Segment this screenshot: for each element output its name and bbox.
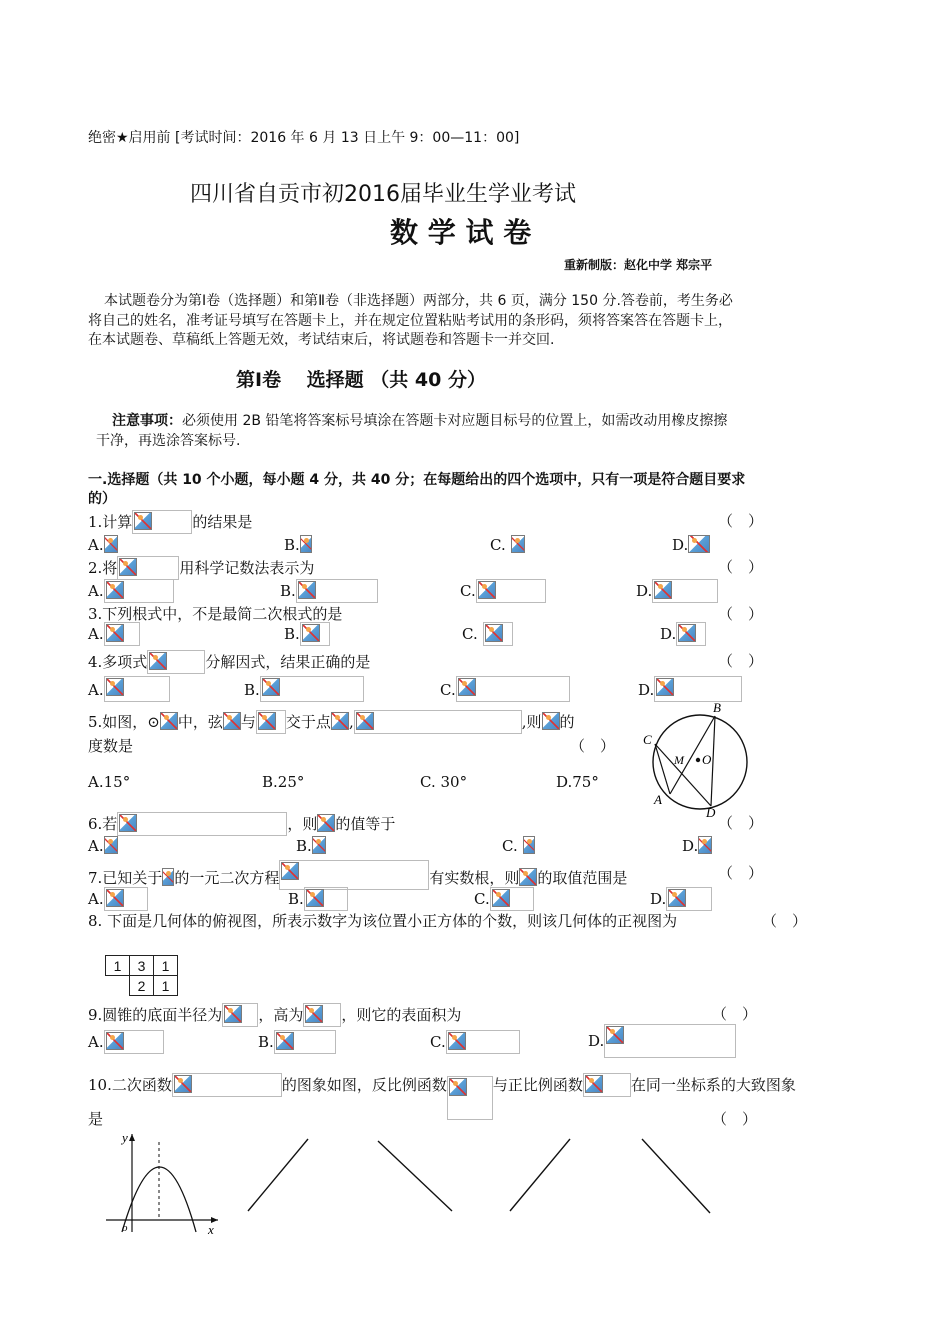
formula-box — [117, 812, 287, 836]
formula-box — [104, 1030, 164, 1054]
q1-option-b — [284, 535, 312, 554]
question-5 — [88, 710, 575, 734]
question-1 — [88, 510, 252, 534]
q6-option-b — [296, 836, 326, 855]
q7-text-b: 的一元二次方程 — [174, 869, 280, 887]
q1-text-b: 的结果是 — [192, 513, 253, 531]
formula-image-icon — [149, 652, 167, 670]
q6-option-c — [502, 836, 535, 855]
q4-text-a: 4.多项式 — [88, 653, 148, 671]
formula-box — [676, 622, 706, 646]
formula-image-icon — [448, 1032, 466, 1050]
formula-box — [147, 650, 205, 674]
formula-image-icon — [656, 678, 674, 696]
q4-text-b: 分解因式，结果正确的是 — [205, 653, 371, 671]
option-label: A. — [88, 582, 104, 600]
graph-line — [378, 1141, 452, 1211]
formula-box — [654, 676, 742, 702]
formula-image-icon — [478, 581, 496, 599]
q5-text-d: 交于点 — [285, 713, 331, 731]
q10-text-a: 10.二次函数 — [88, 1076, 172, 1094]
formula-box — [104, 579, 174, 603]
q9-option-c — [430, 1030, 520, 1054]
formula-box — [652, 579, 718, 603]
q1-text-a: 1.计算 — [88, 513, 133, 531]
option-label: A. — [88, 681, 104, 699]
label-c: C — [643, 732, 652, 747]
formula-image-icon — [162, 868, 174, 886]
option-c-graph — [500, 1135, 580, 1217]
q5-text-b: 中，弦 — [177, 713, 223, 731]
q2-option-c — [460, 579, 546, 603]
option-label: B. — [288, 890, 304, 908]
formula-image-icon — [606, 1026, 624, 1044]
q6-text-a: 6.若 — [88, 815, 118, 833]
label-origin: o — [122, 1222, 128, 1234]
q7-text-c: 有实数根，则 — [429, 869, 520, 887]
option-label: B. — [296, 837, 312, 855]
option-label: B. — [244, 681, 260, 699]
formula-image-icon — [276, 1032, 294, 1050]
formula-image-icon — [298, 581, 316, 599]
center-point — [696, 758, 700, 762]
option-label: C. — [474, 890, 490, 908]
label-o: O — [702, 752, 712, 767]
question-4 — [88, 650, 370, 674]
segment-bd — [711, 716, 715, 806]
part1-heading: 第Ⅰ卷 选择题 （共 40 分） — [236, 369, 486, 391]
q7-text-a: 7.已知关于 — [88, 869, 163, 887]
formula-box — [354, 710, 522, 734]
q1-option-a — [88, 535, 118, 554]
formula-image-icon — [511, 535, 525, 553]
formula-image-icon — [223, 712, 241, 730]
formula-box — [456, 676, 570, 702]
formula-image-icon — [281, 862, 299, 880]
q4-option-c — [440, 676, 570, 702]
section-line-2: 的） — [88, 491, 116, 507]
q5-text-g: 的 — [559, 713, 575, 731]
formula-image-icon — [356, 712, 374, 730]
q6-text-c: 的值等于 — [335, 815, 396, 833]
note-line-1 — [112, 410, 727, 430]
formula-box — [490, 887, 534, 911]
formula-image-icon — [485, 624, 503, 642]
q3-option-b — [284, 622, 330, 646]
answer-paren: （ ） — [570, 737, 616, 755]
formula-box — [117, 556, 179, 580]
graph-line — [642, 1139, 710, 1213]
formula-box — [446, 1030, 520, 1054]
option-label: A. — [88, 890, 104, 908]
formula-image-icon — [224, 1005, 242, 1023]
formula-box — [260, 676, 364, 702]
grid-row-1 — [106, 956, 178, 976]
q5-option-a: A.15° — [88, 773, 131, 791]
q4-option-b — [244, 676, 364, 702]
q6-option-d — [682, 836, 712, 855]
q7-option-d — [650, 887, 712, 911]
q10-text-c: 与正比例函数 — [492, 1076, 583, 1094]
grid-cell: 2 — [130, 976, 154, 996]
secret-label: 绝密★启用前 — [88, 130, 171, 146]
formula-image-icon — [449, 1078, 467, 1096]
section-line-1: 一.选择题（共 10 个小题，每小题 4 分，共 40 分；在每题给出的四个选项中，只有一项是符合题目要求 — [88, 472, 746, 488]
formula-box — [256, 710, 286, 734]
question-8: 8. 下面是几何体的俯视图，所表示数字为该位置小正方体的个数，则该几何体的正视图为 — [88, 912, 678, 930]
q5-option-c: C. 30° — [420, 773, 468, 791]
option-label: A. — [88, 837, 104, 855]
formula-image-icon — [654, 581, 672, 599]
parabola-curve — [122, 1167, 196, 1232]
formula-image-icon — [305, 1005, 323, 1023]
q2-text-a: 2.将 — [88, 559, 118, 577]
formula-image-icon — [106, 889, 124, 907]
option-label: C. — [490, 536, 506, 554]
formula-image-icon — [302, 624, 320, 642]
q5-option-d: D.75° — [556, 773, 599, 791]
formula-box — [304, 887, 348, 911]
q5-text-c: 与 — [240, 713, 256, 731]
option-label: A. — [88, 536, 104, 554]
formula-image-icon — [262, 678, 280, 696]
formula-image-icon — [331, 712, 349, 730]
note-text: 必须使用 2B 铅笔将答案标号填涂在答题卡对应题目标号的位置上，如需改动用橡皮擦擦 — [182, 413, 728, 429]
option-label: D. — [636, 582, 653, 600]
formula-box — [172, 1073, 282, 1097]
option-label: B. — [280, 582, 296, 600]
q1-option-c — [490, 535, 525, 554]
q7-option-a — [88, 887, 148, 911]
edition-credit: 重新制版：赵化中学 郑宗平 — [564, 258, 713, 272]
exam-subject: 数 学 试 卷 — [390, 216, 532, 249]
formula-box — [300, 622, 330, 646]
answer-paren: （ ） — [718, 814, 764, 832]
q9-option-b — [258, 1030, 336, 1054]
q7-text-d: 的取值范围是 — [537, 869, 628, 887]
formula-image-icon — [106, 581, 124, 599]
label-y: y — [122, 1130, 128, 1145]
formula-box — [104, 676, 170, 702]
formula-image-icon — [698, 836, 712, 854]
q3-option-c — [462, 622, 513, 646]
q10-text-b: 的图象如图，反比例函数 — [281, 1076, 447, 1094]
q7-option-c — [474, 887, 534, 911]
grid-cell: 3 — [130, 956, 154, 976]
formula-box — [222, 1003, 258, 1027]
q9-text-a: 9.圆锥的底面半径为 — [88, 1006, 223, 1024]
answer-paren: （ ） — [718, 558, 764, 576]
question-7 — [88, 860, 627, 890]
exam-title: 四川省自贡市初2016届毕业生学业考试 — [190, 182, 576, 207]
option-label: C. — [460, 582, 476, 600]
q4-option-d — [638, 676, 742, 702]
label-x: x — [208, 1222, 214, 1237]
formula-box — [132, 510, 192, 534]
option-label: B. — [258, 1033, 274, 1051]
label-a: A — [654, 792, 662, 807]
grid-cell-empty — [106, 976, 130, 996]
formula-image-icon — [119, 558, 137, 576]
formula-box — [279, 860, 429, 890]
formula-image-icon — [300, 535, 312, 553]
option-label: B. — [284, 625, 300, 643]
question-10 — [88, 1073, 796, 1120]
q6-option-a — [88, 836, 118, 855]
option-label: A. — [88, 625, 104, 643]
label-m: M — [674, 753, 684, 767]
formula-box — [666, 887, 712, 911]
formula-image-icon — [119, 814, 137, 832]
q9-option-a — [88, 1030, 164, 1054]
option-label: C. — [462, 625, 478, 643]
q2-option-d — [636, 579, 718, 603]
formula-image-icon — [306, 889, 324, 907]
q1-option-d — [672, 535, 710, 554]
label-d: D — [706, 805, 716, 820]
formula-image-icon — [492, 889, 510, 907]
q9-text-c: ，则它的表面积为 — [341, 1006, 462, 1024]
formula-image-icon — [668, 889, 686, 907]
formula-box — [104, 622, 140, 646]
answer-paren: （ ） — [718, 864, 764, 882]
formula-image-icon — [585, 1075, 603, 1093]
y-axis-arrow-icon — [129, 1134, 135, 1141]
answer-paren: （ ） — [718, 512, 764, 530]
q5-text-e: , — [348, 713, 354, 731]
answer-paren: （ ） — [718, 605, 764, 623]
formula-box — [583, 1073, 631, 1097]
q6-text-b: ，则 — [287, 815, 318, 833]
grid-cell: 1 — [154, 956, 178, 976]
formula-image-icon — [523, 836, 535, 854]
formula-image-icon — [678, 624, 696, 642]
option-label: C. — [502, 837, 518, 855]
q5-text-a: 5.如图，⊙ — [88, 713, 160, 731]
option-label: D. — [588, 1032, 605, 1050]
formula-image-icon — [317, 814, 335, 832]
formula-box — [296, 579, 378, 603]
formula-image-icon — [160, 712, 178, 730]
q2-text-b: 用科学记数法表示为 — [179, 559, 315, 577]
formula-image-icon — [106, 624, 124, 642]
option-label: C. — [430, 1033, 446, 1051]
option-a-graph — [240, 1135, 320, 1217]
q3-option-d — [660, 622, 706, 646]
top-view-grid — [105, 955, 178, 996]
option-b-graph — [370, 1135, 460, 1217]
formula-image-icon — [106, 1032, 124, 1050]
formula-image-icon — [258, 712, 276, 730]
formula-image-icon — [688, 535, 710, 553]
formula-image-icon — [174, 1075, 192, 1093]
option-label: D. — [660, 625, 677, 643]
q5-option-b: B.25° — [262, 773, 305, 791]
option-d-graph — [636, 1135, 716, 1217]
formula-image-icon — [104, 836, 118, 854]
q10-line-2: 是 — [88, 1110, 104, 1128]
formula-box — [604, 1024, 736, 1058]
q9-text-b: ，高为 — [258, 1006, 304, 1024]
intro-line-1: 本试题卷分为第Ⅰ卷（选择题）和第Ⅱ卷（非选择题）两部分，共 6 页，满分 150 分.答卷前，考生务必 — [104, 293, 733, 309]
option-label: A. — [88, 1033, 104, 1051]
formula-box — [274, 1030, 336, 1054]
formula-image-icon — [458, 678, 476, 696]
q5-text-f: ,则 — [521, 713, 542, 731]
graph-line — [510, 1139, 570, 1211]
grid-cell: 1 — [154, 976, 178, 996]
question-9 — [88, 1003, 461, 1027]
formula-image-icon — [134, 512, 152, 530]
option-label: B. — [284, 536, 300, 554]
q5-line-2: 度数是 — [88, 737, 134, 755]
formula-image-icon — [519, 868, 537, 886]
q10-text-d: 在同一坐标系的大致图象 — [630, 1076, 796, 1094]
question-6 — [88, 812, 395, 836]
grid-cell: 1 — [106, 956, 130, 976]
option-label: D. — [682, 837, 699, 855]
formula-image-icon — [106, 678, 124, 696]
formula-image-icon — [312, 836, 326, 854]
circle-o — [653, 715, 747, 809]
formula-image-icon — [104, 535, 118, 553]
grid-row-2 — [106, 976, 178, 996]
note-label: 注意事项： — [112, 413, 182, 429]
graph-line — [248, 1139, 308, 1211]
answer-paren: （ ） — [762, 912, 808, 930]
option-label: D. — [650, 890, 667, 908]
formula-box — [483, 622, 513, 646]
formula-box — [303, 1003, 341, 1027]
option-label: C. — [440, 681, 456, 699]
q9-option-d — [588, 1024, 736, 1058]
formula-image-icon — [542, 712, 560, 730]
intro-line-3: 在本试题卷、草稿纸上答题无效，考试结束后，将试题卷和答题卡一并交回. — [88, 332, 555, 348]
circle-figure — [640, 700, 756, 820]
q7-option-b — [288, 887, 348, 911]
q4-option-a — [88, 676, 170, 702]
intro-line-2: 将自己的姓名，准考证号填写在答题卡上，并在规定位置粘贴考试用的条形码，须将答案答在答题卡上， — [88, 313, 732, 329]
q2-option-b — [280, 579, 378, 603]
exam-time: [考试时间：2016 年 6 月 13 日上午 9：00—11：00] — [175, 130, 520, 146]
formula-box — [476, 579, 546, 603]
question-3: 3.下列根式中，不是最简二次根式的是 — [88, 605, 343, 623]
answer-paren: （ ） — [712, 1110, 758, 1128]
option-label: D. — [638, 681, 655, 699]
q3-option-a — [88, 622, 140, 646]
answer-paren: （ ） — [718, 652, 764, 670]
q2-option-a — [88, 579, 174, 603]
answer-paren: （ ） — [712, 1005, 758, 1023]
note-line-2: 干净，再选涂答案标号. — [96, 433, 241, 449]
option-label: D. — [672, 536, 689, 554]
question-2 — [88, 556, 314, 580]
formula-box — [104, 887, 148, 911]
header-line — [88, 127, 519, 147]
parabola-figure — [100, 1128, 230, 1238]
formula-box — [447, 1076, 493, 1120]
label-b: B — [713, 700, 721, 715]
